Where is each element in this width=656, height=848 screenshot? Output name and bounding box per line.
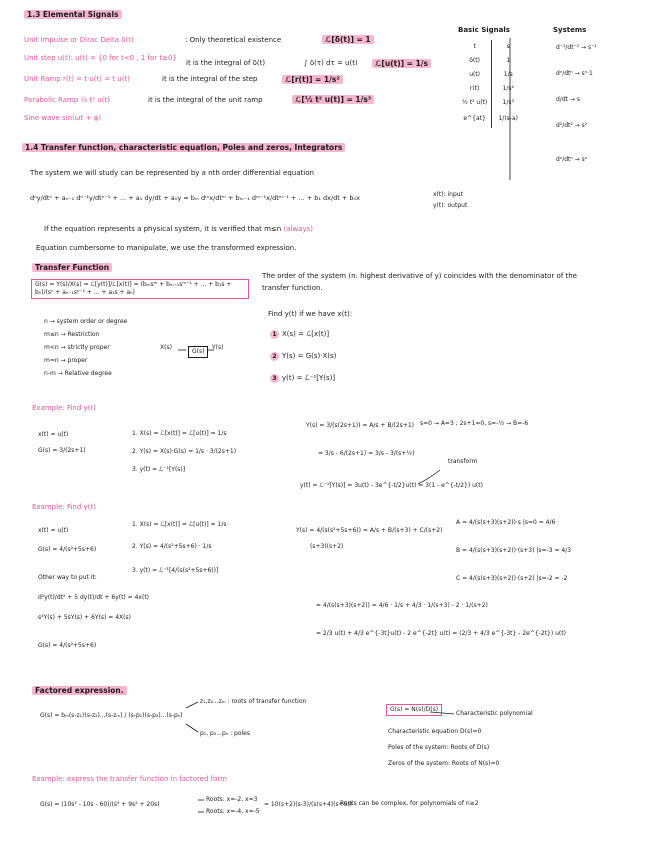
transfer-function-formula: G(s) = Y(s)/X(s) = ℒ[y(t)]/ℒ[x(t)] = (bₘsᵐ + bₘ₋₁sᵐ⁻¹ + ... + b₁s + b₀)/(sⁿ + aₙ₋₁sⁿ⁻¹ + ... + a₁s + a₀) — [31, 279, 249, 299]
ramp-label: Unit Ramp r(t) = t·u(t) = t u(t) — [24, 75, 130, 83]
example-3-title: Example: express the transfer function in factored form — [32, 775, 227, 783]
factored-equation: G(s) = bₘ(s-z₁)(s-z₂)...(s-zₘ) / (s-p₁)(s-p₂)...(s-pₙ) — [40, 712, 183, 719]
parabolic-eq: ℒ[½ t² u(t)] = 1/s³ — [292, 95, 374, 105]
m-le-n: m≤n → Restriction — [44, 331, 100, 338]
ex1-step-2: 2. Y(s) = X(s)·G(s) = 1/s · 3/(2s+1) — [132, 448, 237, 455]
parabolic-label: Parabolic Ramp ½ t² u(t) — [24, 96, 110, 104]
system-item: d²/dt² → s² — [556, 122, 588, 129]
n-definition: n → system order or degree — [44, 318, 128, 325]
differential-equation: dⁿy/dtⁿ + aₙ₋₁ dⁿ⁻¹y/dtⁿ⁻¹ + ... + a₁ dy/dt + a₀y = bₘ dᵐx/dtᵐ + bₘ₋₁ dᵐ⁻¹x/dtᵐ⁻¹ + ... + b₁ dx/dt + b₀x — [30, 194, 360, 202]
basic-row: u(t) 1/s — [458, 68, 524, 82]
section-1-4-title: 1.4 Transfer function, characteristic equation, Poles and zeros, Integrators — [22, 143, 345, 153]
input-label: x(t): input — [433, 191, 463, 198]
characteristic-equation: Characteristic equation D(s)=0 — [388, 728, 482, 735]
ex2-other-way: Other way to put it: — [38, 574, 97, 581]
ex1-given-g: G(s) = 3/(2s+1) — [38, 447, 86, 454]
ex1-given-x: x(t) = u(t) — [38, 431, 69, 438]
ramp-eq: ℒ[r(t)] = 1/s² — [282, 75, 343, 85]
step-1: 1 X(s) = ℒ[x(t)] — [270, 330, 329, 339]
step-desc: it is the integral of δ(t) — [186, 59, 266, 67]
ex1-step-3: 3. y(t) = ℒ⁻¹[Y(s)] — [132, 466, 186, 473]
order-note: The order of the system (n: highest derivative of y) coincides with the denominator of the transfer function. — [262, 272, 577, 292]
output-label: y(t): output — [433, 202, 468, 209]
system-item: d/dt → s — [556, 96, 580, 103]
step-2: 2 Y(s) = G(s)·X(s) — [270, 352, 336, 361]
ex3-note: Roots can be complex, for polynomials of n≥2 — [340, 800, 479, 807]
ex1-coefficients: s=0 → A=3 ; 2s+1=0, s=-½ → B=-6 — [420, 420, 529, 427]
step-integral: ∫ δ(τ) dτ = u(t) — [304, 59, 358, 67]
basic-signals-header: Basic Signals — [458, 26, 510, 34]
parabolic-desc: it is the integral of the unit ramp — [148, 96, 263, 104]
ex3-result: = 10(s+2)(s-3)/(s(s+4)(s+5)) — [264, 801, 353, 808]
section-1-3-title: 1.3 Elemental Signals — [24, 10, 122, 20]
ex2-ode-laplace: s²Y(s) + 5sY(s) + 6Y(s) = 4X(s) — [38, 614, 131, 621]
ex3-roots-denominator: Roots: x=-4, x=-5 — [206, 808, 260, 815]
ex2-result: = 2/3 u(t) + 4/3 e^{-3t}u(t) - 2 e^{-2t} u(t) = (2/3 + 4/3 e^{-3t} - 2e^{-2t}) u(t) — [316, 630, 566, 637]
system-item: dⁿ/dtⁿ → sⁿ·1 — [556, 70, 593, 77]
find-yt: Find y(t) if we have x(t): — [268, 310, 353, 318]
ex2-coef-a: A = 4/(s(s+3)(s+2))·s |s=0 = 4/6 — [456, 519, 556, 526]
ramp-desc: it is the integral of the step — [162, 75, 258, 83]
ex2-step-3: 3. y(t) = ℒ⁻¹[4/(s(s²+5s+6))] — [132, 567, 219, 574]
block-input: X(s) — [160, 344, 172, 351]
basic-row: r(t) 1/s² — [458, 82, 524, 96]
ex1-partial-fractions: Y(s) = 3/(s(2s+1)) = A/s + B/(2s+1) — [306, 422, 414, 429]
systems-header: Systems — [553, 26, 587, 34]
factored-title: Factored expression. — [32, 686, 127, 696]
poles-definition: Poles of the system: Roots of D(s) — [388, 744, 490, 751]
ex2-sum: = 4/(s(s+3)(s+2)) = 4/6 · 1/s + 4/3 · 1/(s+3) - 2 · 1/(s+2) — [316, 602, 488, 609]
ex2-step-2: 2. Y(s) = 4/(s²+5s+6) · 1/s — [132, 543, 212, 550]
ex2-ode: d²y(t)/dt² + 5 dy(t)/dt + 6y(t) = 4x(t) — [38, 594, 150, 601]
ex1-result: y(t) = ℒ⁻¹[Y(s)] = 3u(t) - 3e^{-t/2}u(t) = 3(1 - e^{-t/2}) u(t) — [300, 482, 483, 489]
intro-text: The system we will study can be represented by a nth order differential equation — [30, 169, 314, 177]
system-item: d⁻¹/dt⁻¹ → s⁻¹ — [556, 44, 597, 51]
basic-row: ½ t² u(t) 1/s³ — [458, 96, 524, 110]
m-lt-n: m<n → strictly proper — [44, 344, 110, 351]
basic-row: t s — [458, 40, 524, 54]
physical-system-note: If the equation represents a physical system, it is verified that m≤n (always) — [44, 225, 313, 233]
step-label: Unit step u(t): u(t) = {0 for t<0 ; 1 for t≥0} — [24, 54, 177, 62]
ex1-simplified: = 3/s - 6/(2s+1) = 3/s - 3/(s+½) — [318, 450, 415, 457]
basic-row: e^{at} 1/(s-a) — [458, 110, 524, 128]
ex2-step-1: 1. X(s) = ℒ[x(t)] = ℒ[u(t)] = 1/s — [132, 521, 227, 528]
ex2-given-g: G(s) = 4/(s²+5s+6) — [38, 546, 97, 553]
basic-signals-table — [458, 40, 524, 128]
system-item: dⁿ/dtⁿ → sⁿ — [556, 156, 588, 163]
example-1-title: Example: Find y(t) — [32, 404, 96, 412]
m-eq-n: m=n → proper — [44, 357, 88, 364]
transfer-function-title: Transfer Function — [32, 263, 112, 273]
ex1-transform-label: transform — [448, 458, 478, 465]
impulse-label: Unit Impulse or Dirac Delta δ(t) — [24, 36, 134, 44]
zeros-note: z₁,z₂...zₘ : roots of transfer function — [200, 698, 307, 705]
block-gs: G(s) — [188, 346, 208, 358]
cumbersome-note: Equation cumbersome to manipulate, we use the transformed expression. — [36, 244, 297, 252]
ex2-denominator: (s+3)(s+2) — [310, 543, 344, 550]
sine-label: Sine wave sin(ωt + φ) — [24, 114, 102, 122]
block-output: Y(s) — [212, 344, 224, 351]
example-2-title: Example: Find y(t) — [32, 503, 96, 511]
step-3: 3 y(t) = ℒ⁻¹[Y(s)] — [270, 374, 335, 383]
ex2-partial-fractions: Y(s) = 4/(s(s²+5s+6)) = A/s + B/(s+3) + C/(s+2) — [296, 527, 443, 534]
impulse-desc: : Only theoretical existence — [185, 36, 282, 44]
ex2-gs: G(s) = 4/(s²+5s+6) — [38, 642, 97, 649]
characteristic-polynomial: Characteristic polynomial — [456, 710, 533, 717]
ex3-roots-numerator: Roots: x=-2, x=3 — [206, 796, 258, 803]
ex3-equation: G(s) = (10s² - 10s - 60)/(s³ + 9s² + 20s) — [40, 801, 160, 808]
impulse-eq: ℒ[δ(t)] = 1 — [322, 35, 374, 45]
step-eq: ℒ[u(t)] = 1/s — [372, 59, 431, 69]
ex1-step-1: 1. X(s) = ℒ[x(t)] = ℒ[u(t)] = 1/s — [132, 430, 227, 437]
ns-ds-box: G(s) = N(s)/D(s) — [386, 704, 442, 716]
poles-note: p₁, p₂...pₙ : poles — [200, 730, 250, 737]
ex2-coef-c: C = 4/(s(s+3)(s+2))·(s+2) |s=-2 = -2 — [456, 575, 568, 582]
ex2-coef-b: B = 4/(s(s+3)(s+2))·(s+3) |s=-3 = 4/3 — [456, 547, 572, 554]
ex2-given-x: x(t) = u(t) — [38, 527, 69, 534]
zeros-definition: Zeros of the system: Roots of N(s)=0 — [388, 760, 500, 767]
basic-row: δ(t) 1 — [458, 54, 524, 68]
relative-degree: n-m → Relative degree — [44, 370, 112, 377]
